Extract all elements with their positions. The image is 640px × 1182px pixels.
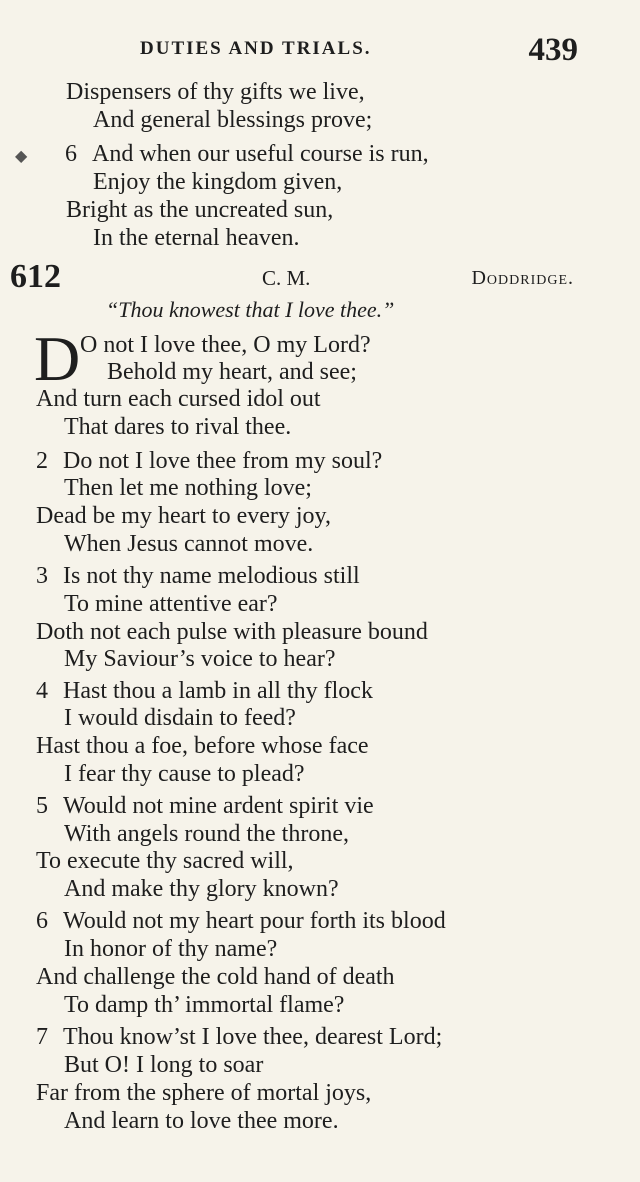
verse-line: And challenge the cold hand of death xyxy=(36,964,395,990)
continuation-line: Bright as the uncreated sun, xyxy=(66,197,334,223)
verse-line: Doth not each pulse with pleasure bound xyxy=(36,619,428,645)
verse-line xyxy=(36,447,382,475)
verse-line: I would disdain to feed? xyxy=(64,705,296,731)
verse-line-text: Would not my heart pour forth its blood xyxy=(63,908,446,934)
verse-line: To damp th’ immortal flame? xyxy=(64,992,345,1018)
verse-number: 6 xyxy=(65,141,77,167)
verse-line: I fear thy cause to plead? xyxy=(64,761,305,787)
drop-cap: D xyxy=(34,323,81,394)
continuation-verse xyxy=(65,140,429,168)
running-title: DUTIES AND TRIALS. xyxy=(140,38,372,59)
verse-line-text: Thou know’st I love thee, dearest Lord; xyxy=(63,1024,443,1050)
verse-line: Hast thou a foe, before whose face xyxy=(36,733,369,759)
ink-mark: ◆ xyxy=(15,146,28,165)
verse-line: That dares to rival thee. xyxy=(64,414,292,440)
verse-line: But O! I long to soar xyxy=(64,1052,264,1078)
verse-line: In honor of thy name? xyxy=(64,936,278,962)
verse-line xyxy=(36,1023,442,1051)
verse-line: Behold my heart, and see; xyxy=(107,359,357,385)
continuation-line: Dispensers of thy gifts we live, xyxy=(66,79,365,105)
continuation-line: And general blessings prove; xyxy=(93,107,373,133)
continuation-line: In the eternal heaven. xyxy=(93,225,300,251)
running-head xyxy=(0,32,640,72)
hymn-author: Doddridge. xyxy=(471,267,574,289)
verse-number: 5 xyxy=(36,793,48,819)
page-number: 439 xyxy=(528,32,578,68)
verse-number: 4 xyxy=(36,678,48,704)
continuation-line: Enjoy the kingdom given, xyxy=(93,169,343,195)
hymn-epigraph: “Thou knowest that I love thee.” xyxy=(106,297,395,322)
verse-line: And make thy glory known? xyxy=(64,876,339,902)
verse-line: O not I love thee, O my Lord? xyxy=(80,332,371,358)
hymn-heading xyxy=(0,258,640,298)
verse-line: To mine attentive ear? xyxy=(64,591,278,617)
hymn-meter: C. M. xyxy=(262,266,311,290)
verse-number: 2 xyxy=(36,448,48,474)
hymn-number: 612 xyxy=(10,258,61,295)
verse-line xyxy=(36,792,374,820)
verse-number: 7 xyxy=(36,1024,48,1050)
verse-line: Dead be my heart to every joy, xyxy=(36,503,331,529)
verse-line: To execute thy sacred will, xyxy=(36,848,294,874)
verse-number: 6 xyxy=(36,908,48,934)
continuation-line: And when our useful course is run, xyxy=(92,141,429,167)
verse-line: Then let me nothing love; xyxy=(64,475,312,501)
verse-line-text: Is not thy name melodious still xyxy=(63,563,360,589)
verse-line: With angels round the throne, xyxy=(64,821,349,847)
verse-line xyxy=(36,677,373,705)
verse-line: My Saviour’s voice to hear? xyxy=(64,646,336,672)
verse-line: And turn each cursed idol out xyxy=(36,386,321,412)
verse-number: 3 xyxy=(36,563,48,589)
verse-line: And learn to love thee more. xyxy=(64,1108,339,1134)
verse-line: When Jesus cannot move. xyxy=(64,531,314,557)
verse-line xyxy=(36,907,446,935)
verse-line-text: Hast thou a lamb in all thy flock xyxy=(63,678,373,704)
verse-line xyxy=(36,562,360,590)
verse-line-text: Do not I love thee from my soul? xyxy=(63,448,383,474)
verse-line-text: Would not mine ardent spirit vie xyxy=(63,793,374,819)
verse-line: Far from the sphere of mortal joys, xyxy=(36,1080,372,1106)
